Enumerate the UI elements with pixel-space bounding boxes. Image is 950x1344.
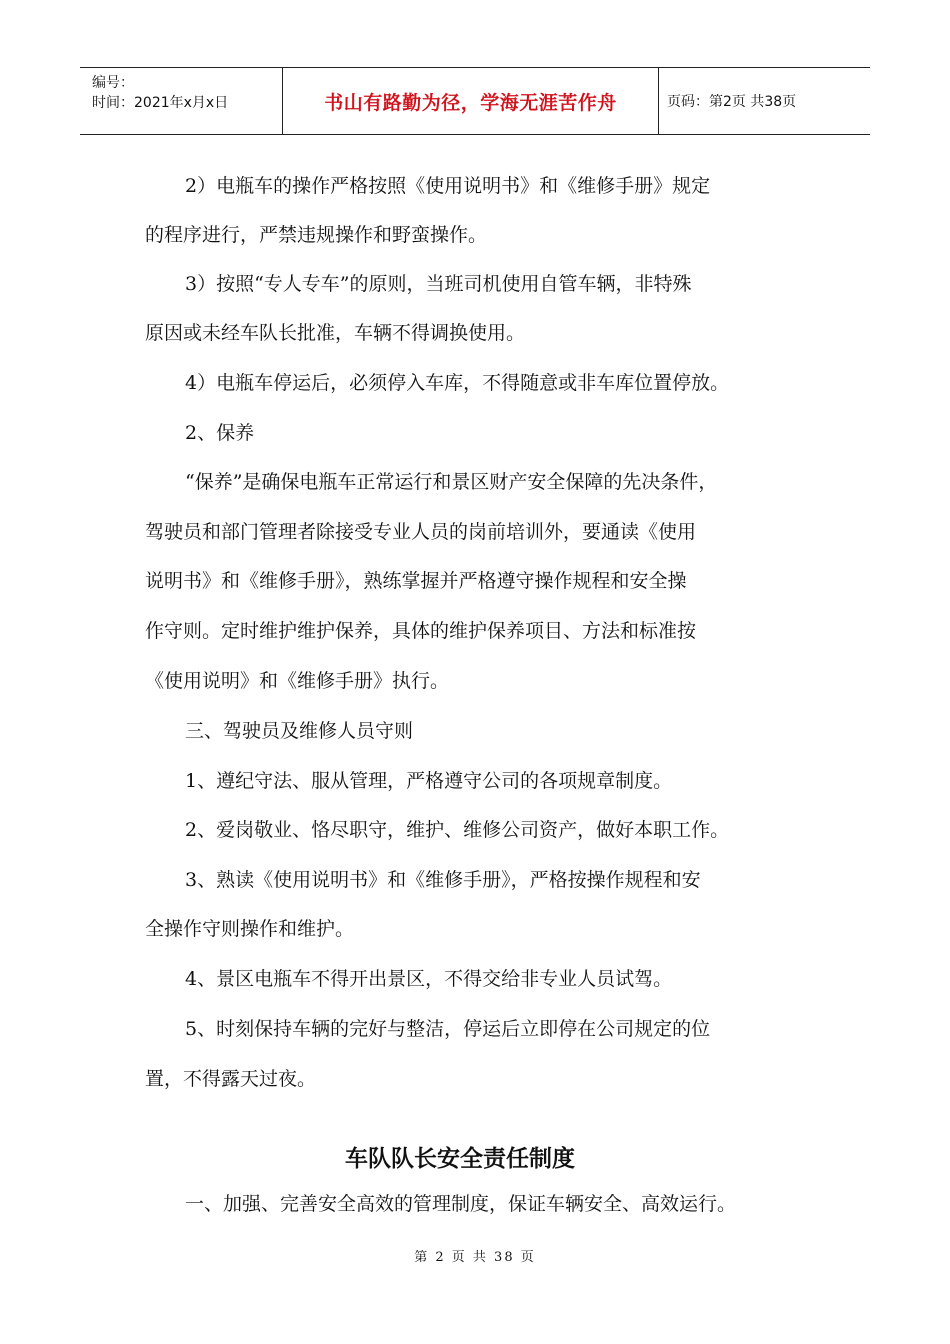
subheading-maintenance: 2、保养 xyxy=(185,422,255,444)
paragraph-line: 3、熟读《使用说明书》和《维修手册》，严格按操作规程和安 xyxy=(185,869,701,891)
header-page-cell xyxy=(659,68,870,134)
paragraph-line: “保养”是确保电瓶车正常运行和景区财产安全保障的先决条件， xyxy=(185,471,718,493)
page-header xyxy=(80,67,870,135)
paragraph-line: 1、遵纪守法、服从管理，严格遵守公司的各项规章制度。 xyxy=(185,770,673,792)
paragraph-line: 驾驶员和部门管理者除接受专业人员的岗前培训外，要通读《使用 xyxy=(145,521,697,543)
document-date: 时间：2021年x月x日 xyxy=(92,95,229,111)
header-motto: 书山有路勤为径，学海无涯苦作舟 xyxy=(324,91,617,114)
paragraph-line: 2、爱岗敬业、恪尽职守，维护、维修公司资产，做好本职工作。 xyxy=(185,819,730,841)
paragraph-line: 4、景区电瓶车不得开出景区，不得交给非专业人员试驾。 xyxy=(185,968,673,990)
header-meta xyxy=(80,68,283,134)
paragraph-line: 一、加强、完善安全高效的管理制度，保证车辆安全、高效运行。 xyxy=(185,1193,737,1215)
header-motto-cell xyxy=(283,68,659,134)
paragraph-line: 4）电瓶车停运后，必须停入车库，不得随意或非车库位置停放。 xyxy=(185,372,730,394)
document-number-label: 编号： xyxy=(92,75,134,91)
subheading-driver-rules: 三、驾驶员及维修人员守则 xyxy=(185,720,414,742)
paragraph-line: 2）电瓶车的操作严格按照《使用说明书》和《维修手册》规定 xyxy=(185,175,711,197)
paragraph-line: 作守则。定时维护维护保养，具体的维护保养项目、方法和标准按 xyxy=(145,620,697,642)
paragraph-line: 5、时刻保持车辆的完好与整洁，停运后立即停在公司规定的位 xyxy=(185,1018,711,1040)
paragraph-line: 的程序进行，严禁违规操作和野蛮操作。 xyxy=(145,224,488,246)
paragraph-line: 3）按照“专人专车”的原则，当班司机使用自管车辆，非特殊 xyxy=(185,273,692,295)
paragraph-line: 《使用说明》和《维修手册》执行。 xyxy=(145,670,450,692)
paragraph-line: 原因或未经车队长批准，车辆不得调换使用。 xyxy=(145,322,526,344)
section-title: 车队队长安全责任制度 xyxy=(345,1146,575,1172)
paragraph-line: 全操作守则操作和维护。 xyxy=(145,918,355,940)
paragraph-line: 置，不得露天过夜。 xyxy=(145,1068,317,1090)
paragraph-line: 说明书》和《维修手册》，熟练掌握并严格遵守操作规程和安全操 xyxy=(145,570,687,592)
page-footer: 第 2 页 共 38 页 xyxy=(414,1250,536,1265)
header-page-number: 页码：第2页 共38页 xyxy=(667,94,797,110)
